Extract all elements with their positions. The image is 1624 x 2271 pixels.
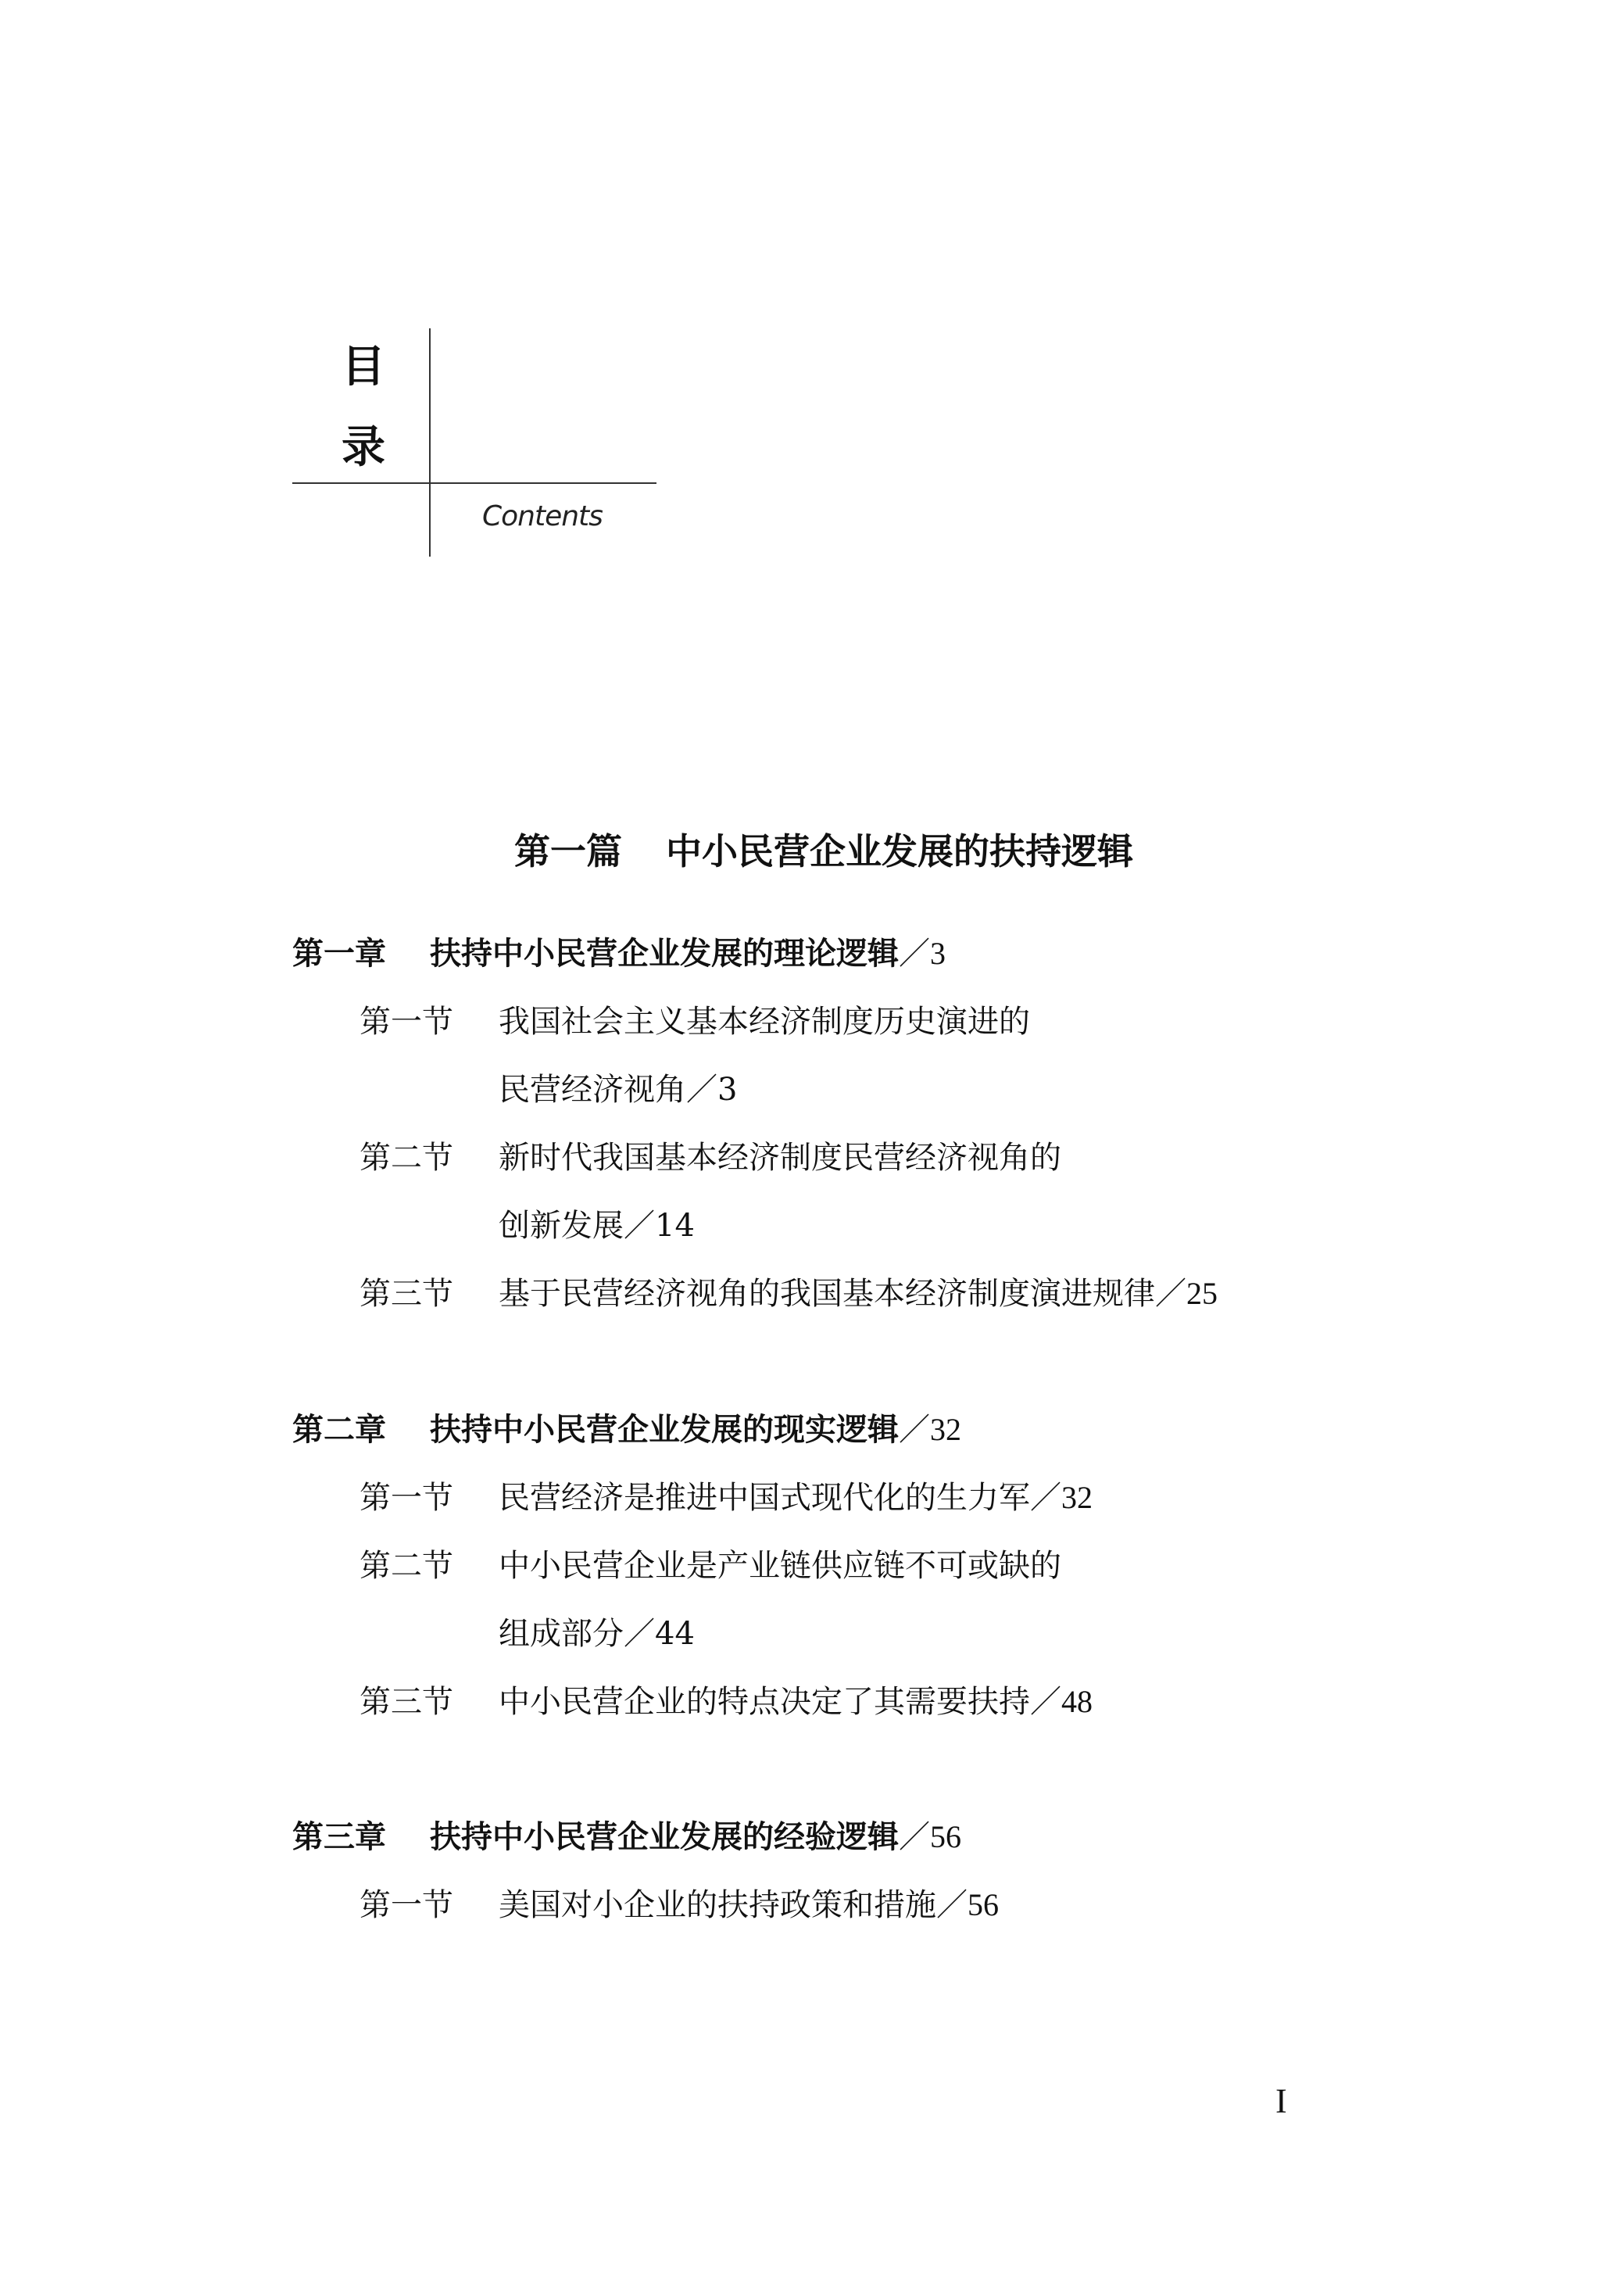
section-number: 第二节 [359,1140,453,1176]
part-title: 中小民营企业发展的扶持逻辑 [666,830,1133,872]
page-number: ／56 [899,1819,961,1854]
page-number: ／48 [1030,1684,1093,1719]
page-number: ／3 [686,1072,738,1108]
header-horizontal-rule [292,482,656,484]
page-number: ／14 [624,1208,695,1244]
chapter-number: 第一章 [292,936,386,972]
section-entry-continued[interactable] [499,1609,695,1653]
section-entry-continued[interactable] [499,1065,737,1109]
section-title: 美国对小企业的扶持政策和措施 [499,1887,936,1923]
part-number: 第一篇 [514,830,622,872]
chapter-entry[interactable] [292,1405,961,1449]
section-title-continued: 组成部分 [499,1616,624,1652]
chapter-title: 扶持中小民营企业发展的现实逻辑 [430,1412,899,1448]
section-title: 民营经济是推进中国式现代化的生力军 [499,1480,1030,1516]
section-number: 第一节 [359,1004,453,1040]
section-number: 第二节 [359,1548,453,1584]
chapter-number: 第二章 [292,1412,386,1448]
section-entry[interactable] [359,1133,1061,1177]
toc-title-char-mu: 目 [342,342,385,392]
contents-label: Contents [482,500,603,532]
section-entry[interactable] [359,1541,1061,1585]
section-number: 第三节 [359,1276,453,1312]
section-entry[interactable] [359,1677,1093,1721]
page-number: ／56 [936,1887,999,1922]
page-number: ／3 [899,936,946,971]
section-title-continued: 民营经济视角 [499,1072,686,1108]
section-title-continued: 创新发展 [499,1208,624,1244]
section-entry[interactable] [359,997,1030,1041]
chapter-title: 扶持中小民营企业发展的理论逻辑 [430,936,899,972]
section-number: 第三节 [359,1684,453,1720]
page-number: ／32 [899,1412,961,1447]
folio-page-number: I [1275,2082,1287,2120]
toc-title-char-lu: 录 [342,422,385,473]
section-title: 我国社会主义基本经济制度历史演进的 [499,1004,1030,1040]
section-title: 基于民营经济视角的我国基本经济制度演进规律 [499,1276,1155,1312]
chapter-entry[interactable] [292,929,946,973]
section-entry[interactable] [359,1473,1093,1517]
section-entry[interactable] [359,1880,999,1925]
section-entry-continued[interactable] [499,1201,695,1245]
chapter-number: 第三章 [292,1819,386,1855]
header-vertical-rule [429,328,431,557]
part-heading [0,823,1624,875]
page-number: ／44 [624,1616,695,1652]
chapter-entry[interactable] [292,1812,961,1857]
section-title: 新时代我国基本经济制度民营经济视角的 [499,1140,1061,1176]
section-entry[interactable] [359,1269,1218,1313]
page-number: ／25 [1155,1276,1218,1311]
section-number: 第一节 [359,1480,453,1516]
page-number: ／32 [1030,1480,1093,1515]
section-title: 中小民营企业的特点决定了其需要扶持 [499,1684,1030,1720]
section-title: 中小民营企业是产业链供应链不可或缺的 [499,1548,1061,1584]
chapter-title: 扶持中小民营企业发展的经验逻辑 [430,1819,899,1855]
section-number: 第一节 [359,1887,453,1923]
